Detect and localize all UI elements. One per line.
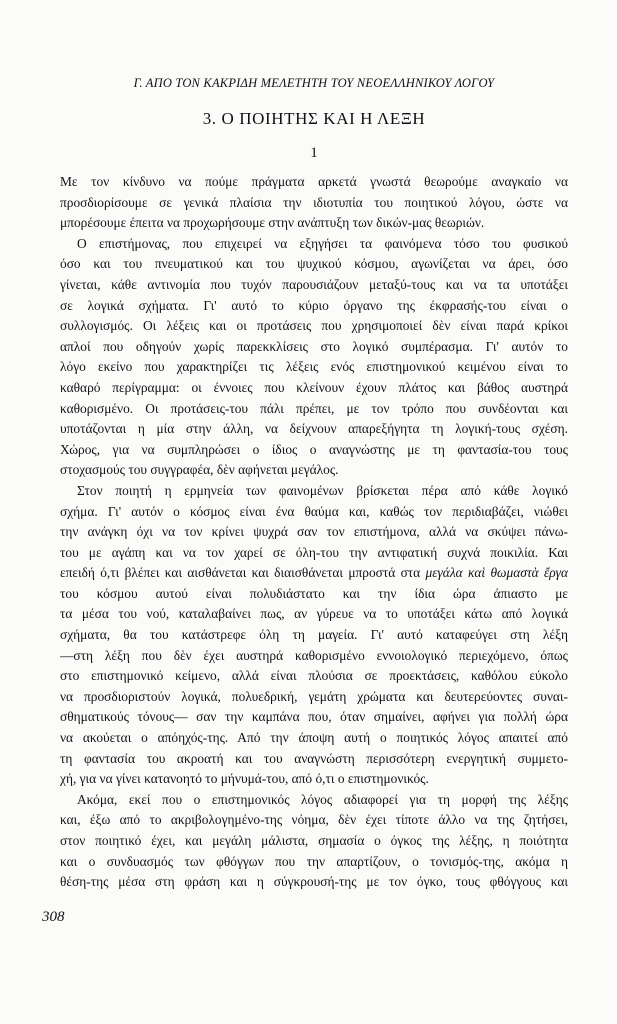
text-line: σχήμα. Γι' αυτόν ο κόσμος είναι ένα θαύμα και, καθώς τον περιδιαβάζει, νιώθει (60, 503, 568, 519)
running-head: Γ. ΑΠΟ ΤΟΝ ΚΑΚΡΙΔΗ ΜΕΛΕΤΗΤΗ ΤΟΥ ΝΕΟΕΛΛΗΝΙΚΟΥ ΛΟΓΟΥ (133, 76, 495, 90)
text-line: στον ποιητικό έχει, και μεγάλη μάλιστα, σημασία ο όγκος της λέξης, η ποιότητα (60, 833, 568, 848)
text-line (60, 563, 568, 584)
text-line: τη φαντασία του ακροατή και του αναγνώστη περισσότερη ενεργητική συμμετο- (60, 750, 568, 766)
page-number: 308 (42, 909, 65, 925)
text-segment: επειδή ό,τι βλέπει και αισθάνεται και διαισθάνεται μπροστά στα (60, 565, 421, 581)
text-line: καθορισμένο. Οι προτάσεις-του πάλι πρέπει, με τον τρόπο που συνδέονται και (60, 400, 568, 416)
text-line: Ακόμα, εκεί που ο επιστημονικός λόγος αδιαφορεί για τη μορφή της λέξης (77, 791, 568, 807)
text-line: μπορέσουμε έπειτα να προχωρήσουμε στην ανάπτυξη των δικών-μας θεωριών. (60, 215, 485, 231)
italic-phrase: μεγάλα καὶ θωμαστὰ ἔργα (425, 565, 568, 581)
text-line: στο επιστημονικό κείμενο, αλλά είναι πλούσια σε προεκτάσεις, καθόλου εύκολο (60, 668, 568, 684)
text-line: υποτάζονται η μία στην άλλη, να δείχνουν απαρεξήγητα τη λογική-τους σχέση. (60, 421, 568, 437)
text-line: Στον ποιητή η ερμηνεία των φαινομένων βρίσκεται πέρα από κάθε λογικό (77, 482, 568, 498)
text-line: συλλογισμός. Οι λέξεις και οι προτάσεις που χρησιμοποιεί δὲν είναι παρά κρίκοι (60, 318, 568, 334)
text-line: τα μέσα του νού, καταλαβαίνει πως, αν γύρευε να το υποτάξει κάτω από λογικά (60, 606, 568, 622)
text-line: σχήματα, θα του κατάστρεφε όλη τη μαγεία. Γι' αυτό καταφεύγει στη λέξη (60, 627, 568, 643)
text-line: χή, για να γίνει κατανοητό το μήνυμά-του, από ό,τι ο επιστημονικός. (60, 771, 429, 787)
text-line: —στη λέξη που δὲν έχει αυστηρά καθορισμένο εννοιολογικό περιεχόμενο, όπως (60, 647, 568, 663)
text-line: θέση-της μέσα στη φράση και η σύγκρουσή-της με τον όγκο, τους φθόγγους και (60, 874, 568, 890)
text-line: όσο και του πνευματικού και του ψυχικού κόσμου, αγωνίζεται να άρει, όσο (60, 256, 568, 272)
text-line: καθαρό περίγραμμα: οι έννοιες που κλείνουν έχουν πλάτος και βάθος αυστηρά (60, 379, 568, 395)
text-line: να ακούεται ο απόηχός-της. Από την άποψη αυτή ο ποιητικός λόγος απαιτεί από (60, 730, 568, 746)
text-line: προσδιορίσουμε σε γενικά πλαίσια την ιδιοτυπία του ποιητικού λόγου, ώστε να (60, 194, 568, 210)
text-line: του με αγάπη και να τον χαρεί σε όλη-του την αντιφατική συχνά ποικιλία. Και (60, 544, 568, 560)
text-line: σε λογικά σχήματα. Γι' αυτό το κύριο όργανο της έκφρασής-του είναι ο (60, 297, 568, 313)
text-line: την ανάγκη όχι να τον κρίνει ψυχρά σαν τον επιστήμονα, αλλά να σκύψει πάνω- (60, 524, 568, 540)
text-line: του κόσμου αυτού είναι πολυδιάστατο και την ίδια ώρα άπιαστο με (60, 585, 568, 601)
text-line: Χώρος, για να συμπληρώσει ο ίδιος ο αναγνώστης με τη φαντασία-του τους (60, 441, 568, 457)
body-text (60, 172, 568, 893)
text-line: και ο συνδυασμός των φθόγγων που την απαρτίζουν, ο τονισμός-της, ακόμα η (60, 853, 568, 869)
text-line: Ο επιστήμονας, που επιχειρεί να εξηγήσει τα φαινόμενα τόσο του φυσικού (77, 235, 568, 251)
chapter-title: 3. Ο ΠΟΙΗΤΗΣ ΚΑΙ Η ΛΕΞΗ (202, 109, 426, 128)
text-line: Με τον κίνδυνο να πούμε πράγματα αρκετά γνωστά θεωρούμε αναγκαίο να (60, 174, 568, 189)
text-line: λόγο εκείνο που χαρακτηρίζει τις λέξεις ενός επιστημονικού κειμένου είναι το (60, 359, 568, 375)
text-line: απλοί που οδηγούν χωρίς παρεκκλίσεις στο λογικό συμπέρασμα. Γι' αυτόν το (60, 338, 568, 354)
section-number: 1 (310, 145, 318, 161)
text-line: να προσδιοριστούν λογικά, πολυεδρική, γεμάτη χρώματα και δευτερεύοντες συναι- (60, 688, 568, 704)
text-line: γίνεται, κάθε αντινομία που τυχόν παρουσιάζουν μεταξύ-τους και να τα υποτάξει (60, 276, 568, 292)
text-line: σθηματικούς τόνους— σαν την καμπάνα που, όταν σημαίνει, αφήνει για πολλή ώρα (60, 709, 568, 725)
text-line: και, έξω από το ακριβολογημένο-της νόημα, δὲν έχει τίποτε άλλο να της ζητήσει, (60, 812, 568, 828)
text-line: στοχασμούς του συγγραφέα, δὲν αφήνεται μεγάλος. (60, 462, 339, 478)
